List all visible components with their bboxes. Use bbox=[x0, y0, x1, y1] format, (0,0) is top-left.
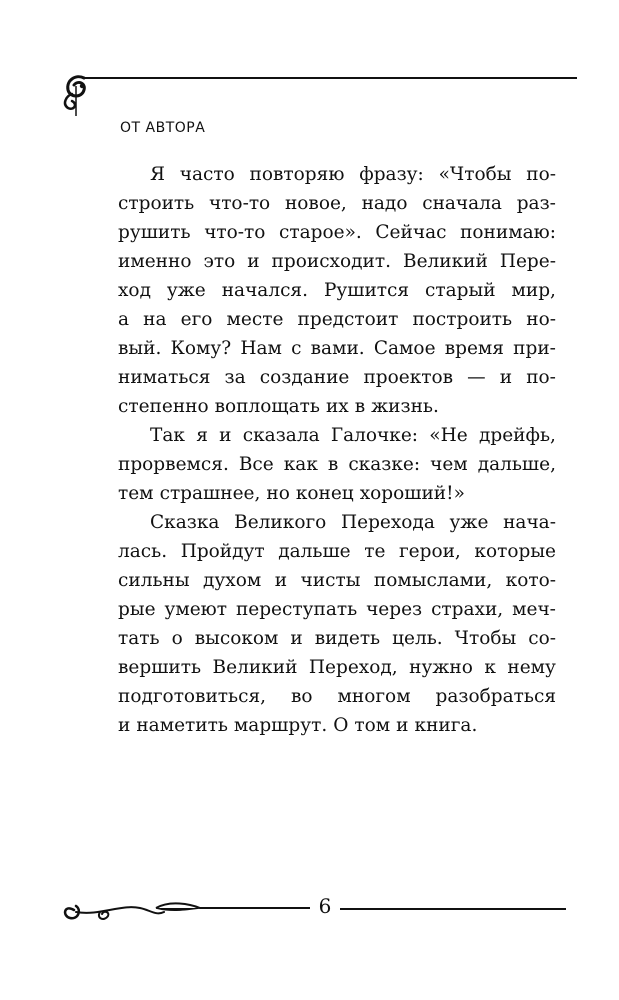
text-line: тать о высоком и видеть цель. Чтобы со- bbox=[118, 628, 556, 649]
text-line: лась. Пройдут дальше те герои, которые bbox=[118, 541, 556, 562]
text-line: Так я и сказала Галочке: «Не дрейфь, bbox=[150, 425, 556, 446]
paragraph bbox=[118, 508, 556, 740]
text-line: рые умеют переступать через страхи, меч- bbox=[118, 599, 556, 620]
text-line: а на его месте предстоит построить но- bbox=[118, 309, 556, 330]
body-text bbox=[118, 160, 556, 740]
text-line: строить что-то новое, надо сначала раз- bbox=[118, 193, 556, 214]
text-line: тем страшнее, но конец хороший!» bbox=[118, 483, 465, 504]
text-line: ниматься за создание проектов — и по- bbox=[118, 367, 556, 388]
text-line: именно это и происходит. Великий Пере- bbox=[118, 251, 556, 272]
text-line: и наметить маршрут. О том и книга. bbox=[118, 715, 478, 736]
paragraph bbox=[118, 421, 556, 508]
page-number: 6 bbox=[318, 894, 332, 918]
text-line: вершить Великий Переход, нужно к нему bbox=[118, 657, 556, 678]
text-line: ход уже начался. Рушится старый мир, bbox=[118, 280, 556, 301]
text-line: сильны духом и чисты помыслами, кото- bbox=[118, 570, 556, 591]
text-line: рушить что-то старое». Сейчас понимаю: bbox=[118, 222, 556, 243]
section-label: ОТ АВТОРА bbox=[120, 120, 206, 136]
text-line: Я часто повторяю фразу: «Чтобы по- bbox=[150, 164, 556, 185]
footer-flourish-icon bbox=[60, 890, 320, 930]
text-line: вый. Кому? Нам с вами. Самое время при- bbox=[118, 338, 556, 359]
paragraph bbox=[118, 160, 556, 421]
header-flourish-icon bbox=[62, 66, 577, 126]
text-line: Сказка Великого Перехода уже нача- bbox=[150, 512, 556, 533]
text-line: прорвемся. Все как в сказке: чем дальше, bbox=[118, 454, 556, 475]
footer-rule bbox=[340, 908, 566, 910]
text-line: подготовиться, во многом разобраться bbox=[118, 686, 556, 707]
text-line: степенно воплощать их в жизнь. bbox=[118, 396, 439, 417]
